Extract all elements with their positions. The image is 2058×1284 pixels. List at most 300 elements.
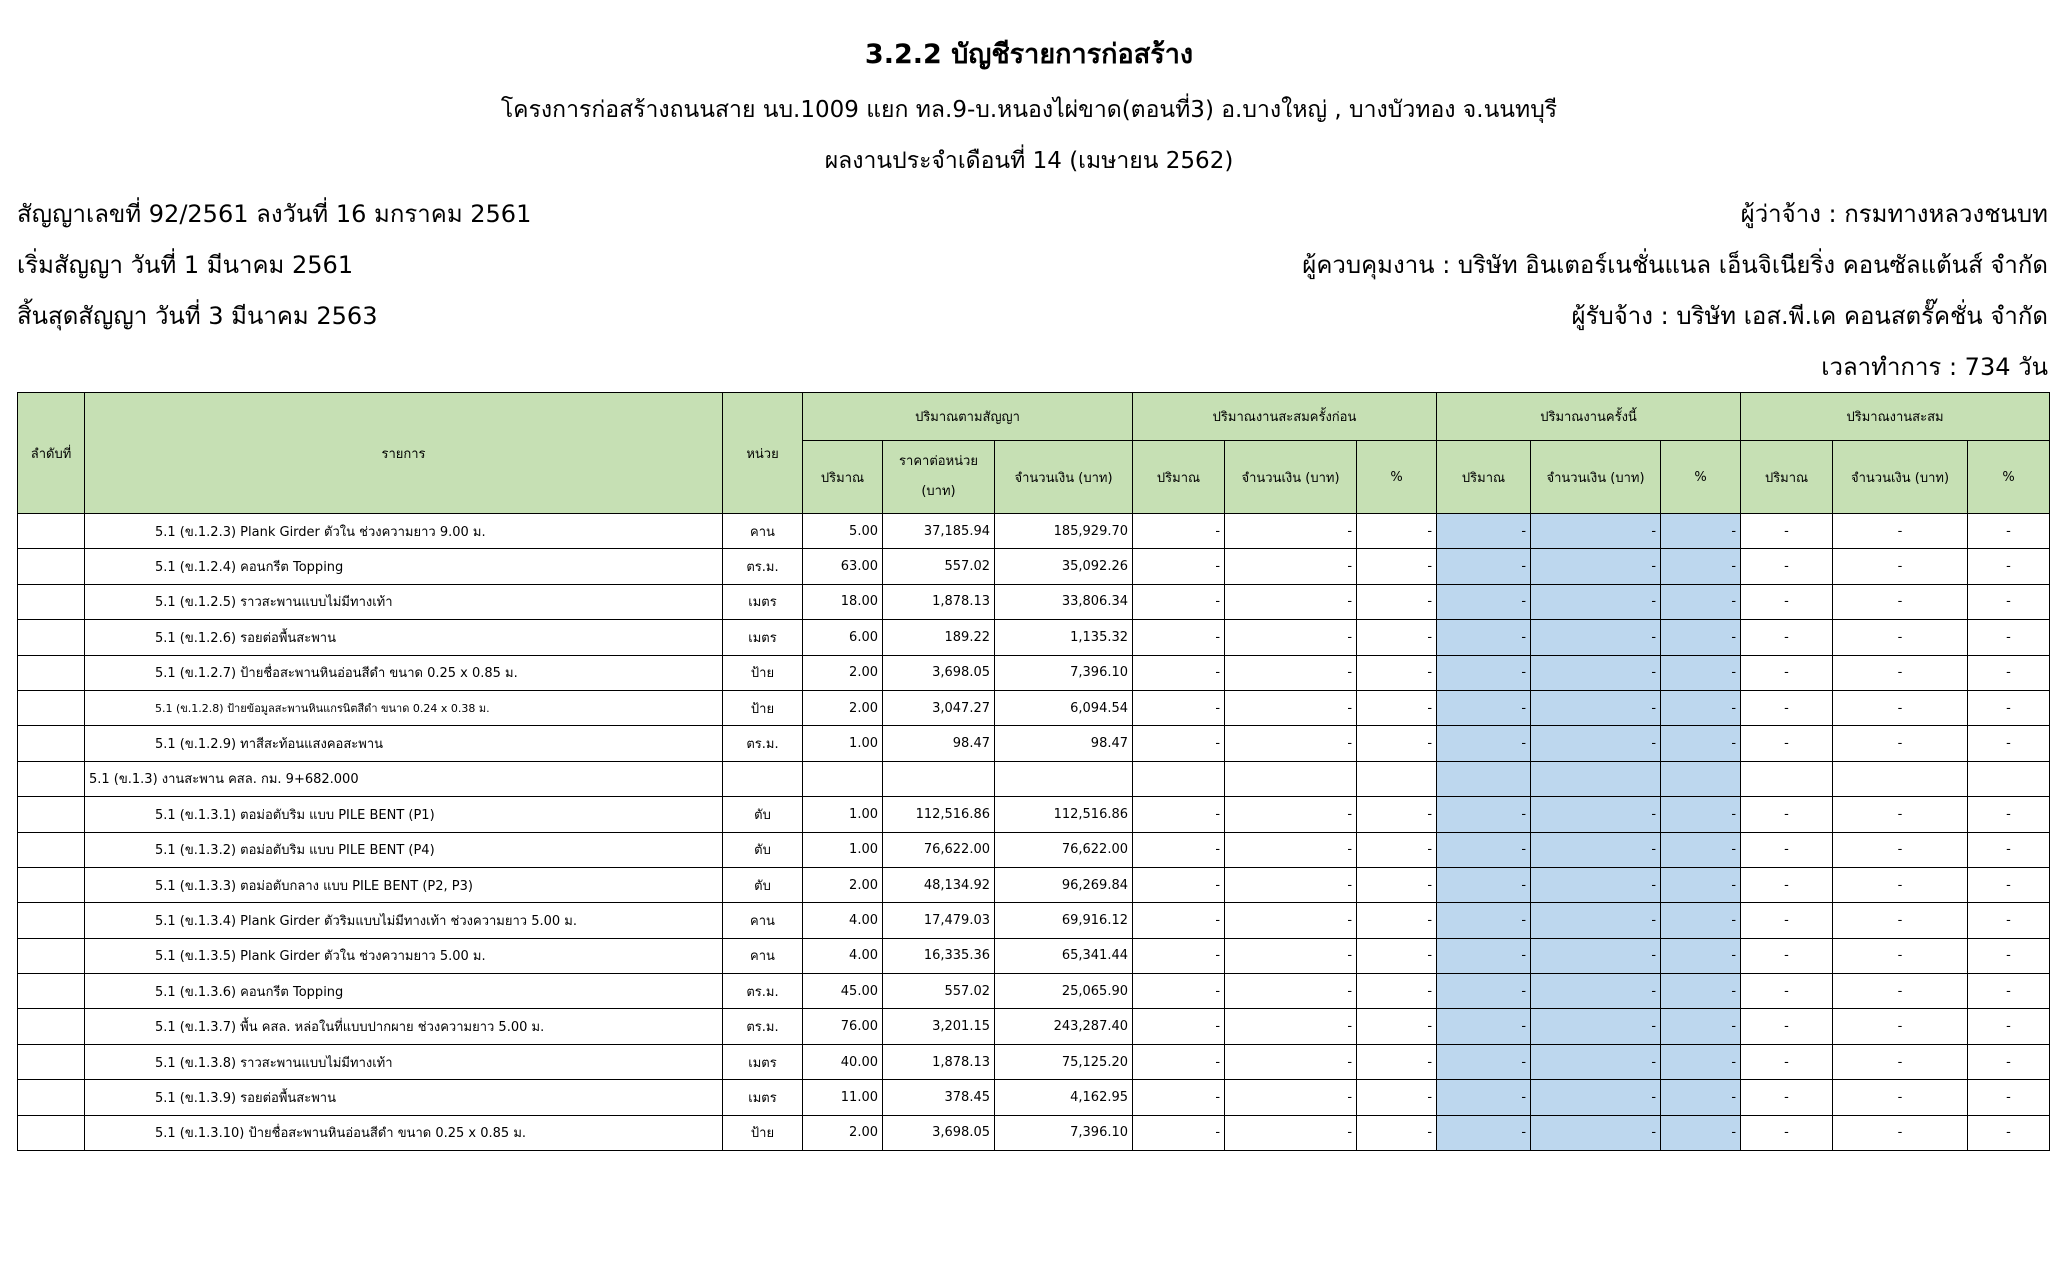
cell-unit-price: 76,622.00	[883, 832, 995, 867]
cell-prev-amount: -	[1225, 1009, 1357, 1044]
cell-this-amount: -	[1531, 1115, 1661, 1150]
cell-unit: คาน	[723, 938, 803, 973]
header-no: ลำดับที่	[18, 393, 85, 514]
cell-item: 5.1 (ข.1.2.5) ราวสะพานแบบไม่มีทางเท้า	[85, 584, 723, 619]
cell-item: 5.1 (ข.1.3.8) ราวสะพานแบบไม่มีทางเท้า	[85, 1044, 723, 1079]
table-row	[18, 620, 2050, 655]
cell-qty: 2.00	[803, 867, 883, 902]
cell-empty	[723, 761, 803, 796]
cell-cum-percent: -	[1968, 1044, 2050, 1079]
cell-item: 5.1 (ข.1.3.1) ตอม่อตับริม แบบ PILE BENT (P1)	[85, 797, 723, 832]
cell-this-percent: -	[1661, 726, 1741, 761]
subheader-percent: %	[1968, 441, 2050, 514]
cell-qty: 63.00	[803, 549, 883, 584]
cell-this-qty: -	[1437, 1080, 1531, 1115]
cell-this-amount: -	[1531, 832, 1661, 867]
cell-amount: 4,162.95	[995, 1080, 1133, 1115]
cell-no	[18, 620, 85, 655]
subheader-qty: ปริมาณ	[1437, 441, 1531, 514]
cell-cum-qty: -	[1741, 584, 1833, 619]
cell-this-amount: -	[1531, 1009, 1661, 1044]
cell-qty: 1.00	[803, 797, 883, 832]
cell-prev-percent: -	[1357, 1080, 1437, 1115]
cell-amount: 7,396.10	[995, 655, 1133, 690]
table-row	[18, 549, 2050, 584]
cell-item-group: 5.1 (ข.1.3) งานสะพาน คสล. กม. 9+682.000	[85, 761, 723, 796]
cell-cum-percent: -	[1968, 584, 2050, 619]
cell-amount: 76,622.00	[995, 832, 1133, 867]
cell-this-qty: -	[1437, 938, 1531, 973]
cell-this-qty: -	[1437, 974, 1531, 1009]
cell-cum-percent: -	[1968, 690, 2050, 725]
cell-this-qty: -	[1437, 903, 1531, 938]
cell-prev-qty: -	[1133, 938, 1225, 973]
cell-no	[18, 1080, 85, 1115]
cell-cum-amount: -	[1833, 620, 1968, 655]
work-duration: เวลาทำการ : 734 วัน	[1821, 353, 2048, 381]
cell-prev-qty: -	[1133, 974, 1225, 1009]
cell-cum-qty: -	[1741, 1115, 1833, 1150]
cell-this-percent: -	[1661, 1009, 1741, 1044]
cell-no	[18, 584, 85, 619]
cell-prev-qty: -	[1133, 903, 1225, 938]
cell-no	[18, 1044, 85, 1079]
cell-this-qty: -	[1437, 867, 1531, 902]
cell-unit: คาน	[723, 514, 803, 549]
cell-amount: 75,125.20	[995, 1044, 1133, 1079]
cell-prev-qty: -	[1133, 726, 1225, 761]
cell-item: 5.1 (ข.1.3.6) คอนกรีต Topping	[85, 974, 723, 1009]
cell-prev-amount: -	[1225, 620, 1357, 655]
cell-unit: ป้าย	[723, 690, 803, 725]
cell-this-percent: -	[1661, 867, 1741, 902]
cell-cum-qty: -	[1741, 797, 1833, 832]
cell-prev-percent: -	[1357, 690, 1437, 725]
cell-unit: เมตร	[723, 620, 803, 655]
cell-this-qty: -	[1437, 620, 1531, 655]
subheader-percent: %	[1661, 441, 1741, 514]
cell-amount: 25,065.90	[995, 974, 1133, 1009]
cell-unit: เมตร	[723, 1080, 803, 1115]
cell-cum-amount: -	[1833, 867, 1968, 902]
cell-this-qty: -	[1437, 584, 1531, 619]
cell-unit-price: 189.22	[883, 620, 995, 655]
cell-this-qty: -	[1437, 1009, 1531, 1044]
cell-unit: ตร.ม.	[723, 1009, 803, 1044]
table-row	[18, 938, 2050, 973]
cell-this-percent: -	[1661, 938, 1741, 973]
cell-qty: 1.00	[803, 726, 883, 761]
cell-item: 5.1 (ข.1.2.7) ป้ายชื่อสะพานหินอ่อนสีดำ ขนาด 0.25 x 0.85 ม.	[85, 655, 723, 690]
table-row	[18, 832, 2050, 867]
subheader-qty: ปริมาณ	[1133, 441, 1225, 514]
cell-cum-percent: -	[1968, 726, 2050, 761]
cell-qty: 4.00	[803, 938, 883, 973]
cell-unit-price: 98.47	[883, 726, 995, 761]
cell-cum-qty: -	[1741, 867, 1833, 902]
cell-prev-percent: -	[1357, 1009, 1437, 1044]
cell-item: 5.1 (ข.1.2.4) คอนกรีต Topping	[85, 549, 723, 584]
cell-item: 5.1 (ข.1.2.6) รอยต่อพื้นสะพาน	[85, 620, 723, 655]
header-unit: หน่วย	[723, 393, 803, 514]
table-row	[18, 974, 2050, 1009]
cell-this-amount: -	[1531, 514, 1661, 549]
table-group-row	[18, 761, 2050, 796]
cell-prev-percent: -	[1357, 655, 1437, 690]
cell-prev-amount: -	[1225, 726, 1357, 761]
cell-amount: 185,929.70	[995, 514, 1133, 549]
cell-item: 5.1 (ข.1.2.3) Plank Girder ตัวใน ช่วงความยาว 9.00 ม.	[85, 514, 723, 549]
cell-no	[18, 655, 85, 690]
cell-unit-price: 37,185.94	[883, 514, 995, 549]
cell-unit-price: 557.02	[883, 549, 995, 584]
cell-this-amount: -	[1531, 1044, 1661, 1079]
cell-this-percent: -	[1661, 690, 1741, 725]
cell-prev-qty: -	[1133, 655, 1225, 690]
table-row	[18, 655, 2050, 690]
cell-cum-qty: -	[1741, 1009, 1833, 1044]
header-item: รายการ	[85, 393, 723, 514]
cell-cum-amount: -	[1833, 1009, 1968, 1044]
cell-no	[18, 797, 85, 832]
cell-empty	[1133, 761, 1225, 796]
cell-qty: 18.00	[803, 584, 883, 619]
cell-prev-percent: -	[1357, 1044, 1437, 1079]
cell-no	[18, 903, 85, 938]
cell-cum-percent: -	[1968, 620, 2050, 655]
cell-unit: ตร.ม.	[723, 726, 803, 761]
table-body	[18, 514, 2050, 1151]
cell-prev-amount: -	[1225, 867, 1357, 902]
table-row	[18, 867, 2050, 902]
cell-qty: 6.00	[803, 620, 883, 655]
cell-no	[18, 690, 85, 725]
cell-this-qty: -	[1437, 655, 1531, 690]
table-row	[18, 1115, 2050, 1150]
header-this-period: ปริมาณงานครั้งนี้	[1437, 393, 1741, 441]
cell-prev-qty: -	[1133, 584, 1225, 619]
cell-cum-qty: -	[1741, 1080, 1833, 1115]
cell-prev-qty: -	[1133, 1080, 1225, 1115]
cell-prev-percent: -	[1357, 938, 1437, 973]
cell-item: 5.1 (ข.1.3.2) ตอม่อตับริม แบบ PILE BENT (P4)	[85, 832, 723, 867]
cell-cum-amount: -	[1833, 584, 1968, 619]
cell-cum-amount: -	[1833, 1080, 1968, 1115]
cell-cum-qty: -	[1741, 938, 1833, 973]
cell-prev-amount: -	[1225, 832, 1357, 867]
cell-qty: 45.00	[803, 974, 883, 1009]
header-cumulative: ปริมาณงานสะสม	[1741, 393, 2050, 441]
cell-no	[18, 726, 85, 761]
cell-unit: เมตร	[723, 584, 803, 619]
cell-qty: 11.00	[803, 1080, 883, 1115]
cell-unit: เมตร	[723, 1044, 803, 1079]
cell-this-amount: -	[1531, 620, 1661, 655]
cell-prev-amount: -	[1225, 584, 1357, 619]
cell-prev-amount: -	[1225, 797, 1357, 832]
table-row	[18, 726, 2050, 761]
cell-unit-price: 378.45	[883, 1080, 995, 1115]
cell-cum-percent: -	[1968, 514, 2050, 549]
cell-item: 5.1 (ข.1.2.8) ป้ายข้อมูลสะพานหินแกรนิตสีดำ ขนาด 0.24 x 0.38 ม.	[85, 690, 723, 725]
cell-this-qty: -	[1437, 726, 1531, 761]
document-title: 3.2.2 บัญชีรายการก่อสร้าง	[864, 39, 1194, 70]
cell-unit-price: 17,479.03	[883, 903, 995, 938]
subheader-amount: จำนวนเงิน (บาท)	[1833, 441, 1968, 514]
cell-prev-qty: -	[1133, 514, 1225, 549]
cell-cum-qty: -	[1741, 832, 1833, 867]
cell-prev-percent: -	[1357, 974, 1437, 1009]
cell-prev-amount: -	[1225, 974, 1357, 1009]
cell-this-percent: -	[1661, 1044, 1741, 1079]
cell-item: 5.1 (ข.1.3.9) รอยต่อพื้นสะพาน	[85, 1080, 723, 1115]
cell-unit-price: 112,516.86	[883, 797, 995, 832]
cell-empty	[803, 761, 883, 796]
cell-this-amount: -	[1531, 867, 1661, 902]
cell-unit-price: 48,134.92	[883, 867, 995, 902]
cell-this-amount: -	[1531, 974, 1661, 1009]
cell-empty	[1437, 761, 1531, 796]
cell-cum-amount: -	[1833, 903, 1968, 938]
contract-start: เริ่มสัญญา วันที่ 1 มีนาคม 2561	[17, 251, 354, 279]
cell-item: 5.1 (ข.1.3.10) ป้ายชื่อสะพานหินอ่อนสีดำ ขนาด 0.25 x 0.85 ม.	[85, 1115, 723, 1150]
cell-this-amount: -	[1531, 797, 1661, 832]
table-row	[18, 1044, 2050, 1079]
cell-cum-percent: -	[1968, 1115, 2050, 1150]
subheader-unit-price: ราคาต่อหน่วย (บาท)	[883, 441, 995, 514]
cell-this-amount: -	[1531, 1080, 1661, 1115]
cell-cum-qty: -	[1741, 974, 1833, 1009]
cell-unit-price: 3,201.15	[883, 1009, 995, 1044]
cell-cum-amount: -	[1833, 1044, 1968, 1079]
cell-this-amount: -	[1531, 690, 1661, 725]
cell-this-amount: -	[1531, 938, 1661, 973]
cell-cum-amount: -	[1833, 655, 1968, 690]
cell-cum-percent: -	[1968, 549, 2050, 584]
project-name: โครงการก่อสร้างถนนสาย นบ.1009 แยก ทล.9-บ.หนองไผ่ขาด(ตอนที่3) อ.บางใหญ่ , บางบัวทอง จ.นนทบุรี	[500, 97, 1558, 123]
cell-amount: 7,396.10	[995, 1115, 1133, 1150]
cell-unit-price: 1,878.13	[883, 1044, 995, 1079]
cell-qty: 2.00	[803, 690, 883, 725]
cell-this-qty: -	[1437, 1044, 1531, 1079]
cell-cum-amount: -	[1833, 938, 1968, 973]
cell-prev-percent: -	[1357, 797, 1437, 832]
cell-cum-percent: -	[1968, 938, 2050, 973]
cell-this-percent: -	[1661, 797, 1741, 832]
cell-cum-percent: -	[1968, 655, 2050, 690]
cell-empty	[995, 761, 1133, 796]
cell-this-percent: -	[1661, 514, 1741, 549]
cell-empty	[1968, 761, 2050, 796]
cell-cum-qty: -	[1741, 1044, 1833, 1079]
cell-empty	[1741, 761, 1833, 796]
cell-amount: 98.47	[995, 726, 1133, 761]
cell-no	[18, 761, 85, 796]
cell-cum-qty: -	[1741, 514, 1833, 549]
table-row	[18, 584, 2050, 619]
cell-this-qty: -	[1437, 549, 1531, 584]
cell-unit-price: 3,047.27	[883, 690, 995, 725]
cell-cum-amount: -	[1833, 514, 1968, 549]
cell-cum-qty: -	[1741, 620, 1833, 655]
cell-unit: ตร.ม.	[723, 549, 803, 584]
cell-prev-percent: -	[1357, 620, 1437, 655]
cell-qty: 4.00	[803, 903, 883, 938]
cell-no	[18, 832, 85, 867]
cell-this-amount: -	[1531, 726, 1661, 761]
cell-cum-amount: -	[1833, 690, 1968, 725]
subheader-qty: ปริมาณ	[1741, 441, 1833, 514]
cell-this-amount: -	[1531, 903, 1661, 938]
cell-prev-qty: -	[1133, 1009, 1225, 1044]
cell-no	[18, 974, 85, 1009]
cell-this-percent: -	[1661, 832, 1741, 867]
cell-this-percent: -	[1661, 1115, 1741, 1150]
cell-qty: 76.00	[803, 1009, 883, 1044]
cell-this-qty: -	[1437, 690, 1531, 725]
cell-amount: 33,806.34	[995, 584, 1133, 619]
cell-qty: 1.00	[803, 832, 883, 867]
cell-prev-qty: -	[1133, 1115, 1225, 1150]
cell-prev-qty: -	[1133, 797, 1225, 832]
cell-this-percent: -	[1661, 903, 1741, 938]
cell-cum-qty: -	[1741, 726, 1833, 761]
cell-no	[18, 514, 85, 549]
cell-unit-price: 16,335.36	[883, 938, 995, 973]
cell-this-percent: -	[1661, 584, 1741, 619]
cell-prev-percent: -	[1357, 584, 1437, 619]
contract-end: สิ้นสุดสัญญา วันที่ 3 มีนาคม 2563	[17, 302, 378, 330]
cell-this-qty: -	[1437, 1115, 1531, 1150]
cell-amount: 69,916.12	[995, 903, 1133, 938]
supervisor: ผู้ควบคุมงาน : บริษัท อินเตอร์เนชั่นแนล เอ็นจิเนียริ่ง คอนซัลแต้นส์ จำกัด	[1302, 251, 2048, 279]
cell-cum-qty: -	[1741, 690, 1833, 725]
cell-amount: 6,094.54	[995, 690, 1133, 725]
cell-prev-amount: -	[1225, 1115, 1357, 1150]
contractor: ผู้รับจ้าง : บริษัท เอส.พี.เค คอนสตรั๊คชั่น จำกัด	[1571, 302, 2048, 330]
cell-prev-amount: -	[1225, 903, 1357, 938]
cell-qty: 2.00	[803, 655, 883, 690]
cell-unit-price: 3,698.05	[883, 655, 995, 690]
cell-cum-amount: -	[1833, 797, 1968, 832]
cell-cum-qty: -	[1741, 549, 1833, 584]
subheader-amount: จำนวนเงิน (บาท)	[1225, 441, 1357, 514]
cell-prev-percent: -	[1357, 832, 1437, 867]
cell-cum-amount: -	[1833, 726, 1968, 761]
cell-amount: 243,287.40	[995, 1009, 1133, 1044]
cell-prev-amount: -	[1225, 655, 1357, 690]
cell-empty	[883, 761, 995, 796]
table-row	[18, 903, 2050, 938]
cell-prev-percent: -	[1357, 514, 1437, 549]
cell-this-percent: -	[1661, 549, 1741, 584]
table-row	[18, 690, 2050, 725]
cell-this-amount: -	[1531, 584, 1661, 619]
cell-qty: 40.00	[803, 1044, 883, 1079]
cell-this-percent: -	[1661, 620, 1741, 655]
cell-cum-percent: -	[1968, 832, 2050, 867]
employer: ผู้ว่าจ้าง : กรมทางหลวงชนบท	[1740, 200, 2048, 228]
cell-this-qty: -	[1437, 514, 1531, 549]
subheader-amount: จำนวนเงิน (บาท)	[1531, 441, 1661, 514]
cell-unit: ตับ	[723, 867, 803, 902]
cell-prev-qty: -	[1133, 549, 1225, 584]
cell-cum-percent: -	[1968, 1080, 2050, 1115]
cell-unit-price: 1,878.13	[883, 584, 995, 619]
cell-no	[18, 1115, 85, 1150]
cell-empty	[1225, 761, 1357, 796]
cell-unit-price: 557.02	[883, 974, 995, 1009]
cell-amount: 112,516.86	[995, 797, 1133, 832]
table-row	[18, 1080, 2050, 1115]
cell-cum-amount: -	[1833, 1115, 1968, 1150]
cell-cum-amount: -	[1833, 832, 1968, 867]
cell-prev-percent: -	[1357, 867, 1437, 902]
cell-unit: ตร.ม.	[723, 974, 803, 1009]
cell-this-qty: -	[1437, 832, 1531, 867]
cell-prev-qty: -	[1133, 1044, 1225, 1079]
subheader-percent: %	[1357, 441, 1437, 514]
cell-no	[18, 549, 85, 584]
cell-cum-amount: -	[1833, 549, 1968, 584]
cell-this-qty: -	[1437, 797, 1531, 832]
cell-unit: ตับ	[723, 797, 803, 832]
cell-empty	[1357, 761, 1437, 796]
cell-this-percent: -	[1661, 1080, 1741, 1115]
cell-item: 5.1 (ข.1.3.3) ตอม่อตับกลาง แบบ PILE BENT (P2, P3)	[85, 867, 723, 902]
cell-item: 5.1 (ข.1.2.9) ทาสีสะท้อนแสงคอสะพาน	[85, 726, 723, 761]
cell-this-percent: -	[1661, 655, 1741, 690]
report-period: ผลงานประจำเดือนที่ 14 (เมษายน 2562)	[824, 148, 1234, 174]
cell-prev-percent: -	[1357, 726, 1437, 761]
cell-amount: 65,341.44	[995, 938, 1133, 973]
cell-no	[18, 938, 85, 973]
cell-no	[18, 867, 85, 902]
cell-item: 5.1 (ข.1.3.5) Plank Girder ตัวใน ช่วงความยาว 5.00 ม.	[85, 938, 723, 973]
cell-amount: 1,135.32	[995, 620, 1133, 655]
cell-prev-amount: -	[1225, 514, 1357, 549]
cell-amount: 96,269.84	[995, 867, 1133, 902]
cell-this-amount: -	[1531, 655, 1661, 690]
cell-unit-price: 3,698.05	[883, 1115, 995, 1150]
cell-prev-percent: -	[1357, 549, 1437, 584]
cell-prev-qty: -	[1133, 867, 1225, 902]
cell-unit: คาน	[723, 903, 803, 938]
cell-prev-qty: -	[1133, 620, 1225, 655]
cell-prev-amount: -	[1225, 1044, 1357, 1079]
cell-prev-amount: -	[1225, 1080, 1357, 1115]
cell-item: 5.1 (ข.1.3.4) Plank Girder ตัวริมแบบไม่มีทางเท้า ช่วงความยาว 5.00 ม.	[85, 903, 723, 938]
cell-cum-percent: -	[1968, 1009, 2050, 1044]
cell-unit: ป้าย	[723, 655, 803, 690]
cell-prev-amount: -	[1225, 549, 1357, 584]
cell-prev-percent: -	[1357, 903, 1437, 938]
cell-this-percent: -	[1661, 974, 1741, 1009]
cell-prev-qty: -	[1133, 832, 1225, 867]
cell-qty: 5.00	[803, 514, 883, 549]
cell-prev-percent: -	[1357, 1115, 1437, 1150]
cell-cum-percent: -	[1968, 903, 2050, 938]
construction-items-table	[17, 392, 2050, 1151]
cell-unit: ตับ	[723, 832, 803, 867]
cell-cum-percent: -	[1968, 974, 2050, 1009]
cell-prev-amount: -	[1225, 938, 1357, 973]
subheader-amount: จำนวนเงิน (บาท)	[995, 441, 1133, 514]
header-contract-qty: ปริมาณตามสัญญา	[803, 393, 1133, 441]
cell-cum-qty: -	[1741, 903, 1833, 938]
cell-cum-percent: -	[1968, 797, 2050, 832]
cell-cum-qty: -	[1741, 655, 1833, 690]
